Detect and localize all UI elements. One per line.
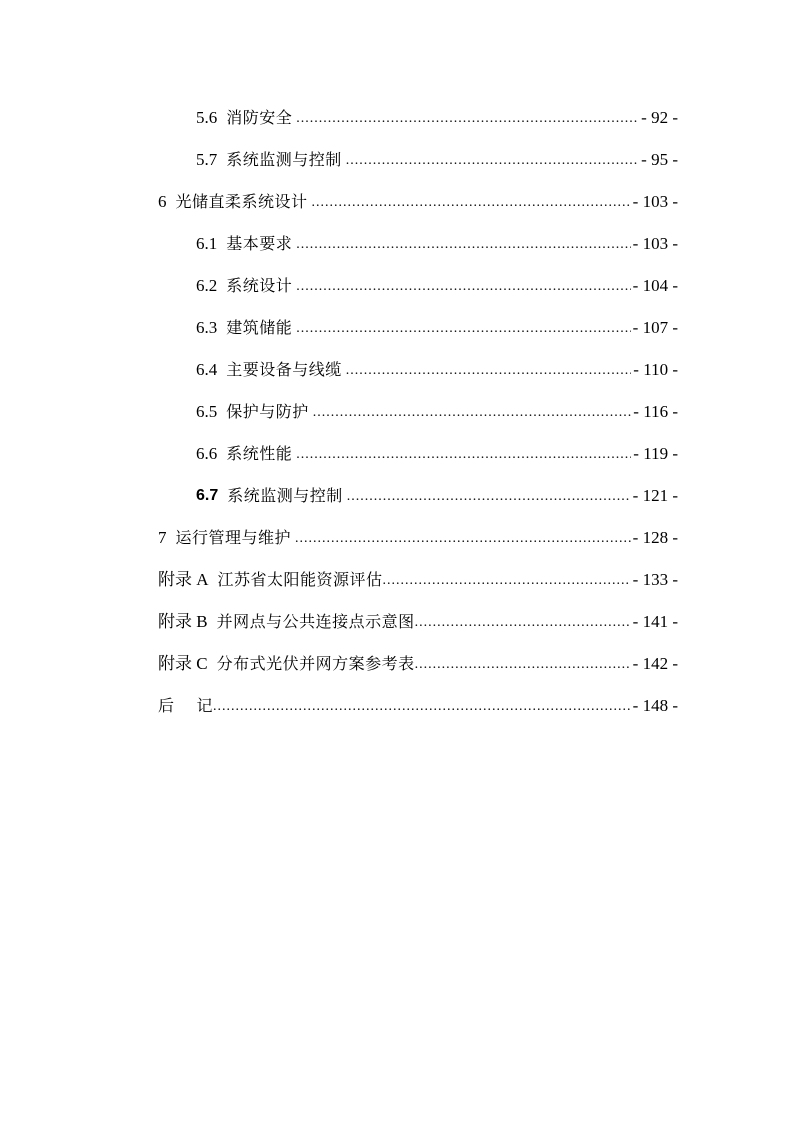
toc-entry-number: 附录 A (158, 570, 209, 589)
toc-entry-appendix-b[interactable] (158, 608, 678, 632)
toc-entry-title: 分布式光伏并网方案参考表 (216, 654, 415, 673)
toc-entry-number: 6.1 (196, 234, 218, 253)
toc-entry-6-4[interactable] (196, 356, 678, 380)
toc-entry-page: - 128 - (632, 528, 678, 547)
toc-dot-leader (296, 320, 630, 338)
toc-entry-number: 6.7 (196, 487, 219, 504)
toc-entry-6[interactable] (158, 188, 678, 212)
toc-entry-6-2[interactable] (196, 272, 678, 296)
toc-entry-number: 6.2 (196, 276, 218, 295)
toc-dot-leader (347, 488, 631, 506)
toc-entry-number: 7 (158, 528, 167, 547)
toc-entry-page: - 110 - (633, 360, 678, 379)
toc-entry-number: 6 (158, 192, 167, 211)
toc-entry-title: 建筑储能 (226, 318, 293, 337)
toc-dot-leader (296, 278, 630, 296)
toc-entry-title: 系统监测与控制 (226, 150, 342, 169)
toc-entry-6-7[interactable] (196, 482, 678, 506)
toc-entry-page: - 103 - (632, 234, 678, 253)
toc-entry-6-6[interactable] (196, 440, 678, 464)
toc-dot-leader (415, 614, 631, 632)
toc-entry-title: 并网点与公共连接点示意图 (216, 612, 415, 631)
toc-entry-page: - 141 - (632, 612, 678, 631)
toc-entry-appendix-c[interactable] (158, 650, 678, 674)
toc-entry-page: - 121 - (632, 486, 678, 505)
toc-entry-title: 系统性能 (226, 444, 293, 463)
toc-dot-leader (296, 236, 630, 254)
toc-entry-title: 消防安全 (226, 108, 293, 127)
toc-entry-appendix-a[interactable] (158, 566, 678, 590)
toc-entry-title: 江苏省太阳能资源评估 (217, 570, 383, 589)
toc-entry-page: - 92 - (641, 108, 678, 127)
toc-entry-title: 运行管理与维护 (175, 528, 292, 547)
toc-entry-page: - 104 - (632, 276, 678, 295)
toc-entry-title: 光储直柔系统设计 (175, 192, 308, 211)
toc-entry-page: - 133 - (632, 570, 678, 589)
toc-entry-number: 6.3 (196, 318, 218, 337)
toc-entry-5-6[interactable] (196, 104, 678, 128)
toc-dot-leader (296, 110, 639, 128)
toc-entry-number: 6.4 (196, 360, 218, 379)
toc-entry-number: 6.6 (196, 444, 218, 463)
toc-entry-number: 附录 B (158, 612, 208, 631)
toc-entry-number: 附录 C (158, 654, 208, 673)
toc-entry-title: 保护与防护 (226, 402, 309, 421)
toc-entry-page: - 148 - (632, 696, 678, 715)
toc-dot-leader (383, 572, 631, 590)
toc-dot-leader (313, 404, 632, 422)
toc-entry-page: - 107 - (632, 318, 678, 337)
toc-entry-7[interactable] (158, 524, 678, 548)
toc-entry-page: - 119 - (633, 444, 678, 463)
toc-entry-number: 5.7 (196, 150, 218, 169)
toc-entry-title: 系统监测与控制 (227, 486, 343, 505)
toc-entry-title: 基本要求 (226, 234, 293, 253)
toc-entry-5-7[interactable] (196, 146, 678, 170)
toc-entry-number: 6.5 (196, 402, 218, 421)
toc-entry-title: 系统设计 (226, 276, 293, 295)
toc-entry-title: 记 (196, 696, 214, 715)
toc-entry-title: 主要设备与线缆 (226, 360, 342, 379)
toc-entry-6-3[interactable] (196, 314, 678, 338)
toc-entry-6-5[interactable] (196, 398, 678, 422)
toc-entry-page: - 142 - (632, 654, 678, 673)
toc-dot-leader (312, 194, 631, 212)
toc-entry-number: 5.6 (196, 108, 218, 127)
toc-dot-leader (346, 362, 632, 380)
toc-entry-6-1[interactable] (196, 230, 678, 254)
toc-dot-leader (415, 656, 631, 674)
toc-entry-page: - 95 - (641, 150, 678, 169)
toc-dot-leader (346, 152, 639, 170)
toc-dot-leader (213, 698, 631, 716)
toc-entry-afterword[interactable] (158, 692, 678, 716)
toc-dot-leader (295, 530, 631, 548)
toc-entry-page: - 103 - (632, 192, 678, 211)
toc-entry-page: - 116 - (633, 402, 678, 421)
toc-entry-number: 后 (158, 696, 175, 715)
toc-dot-leader (296, 446, 631, 464)
